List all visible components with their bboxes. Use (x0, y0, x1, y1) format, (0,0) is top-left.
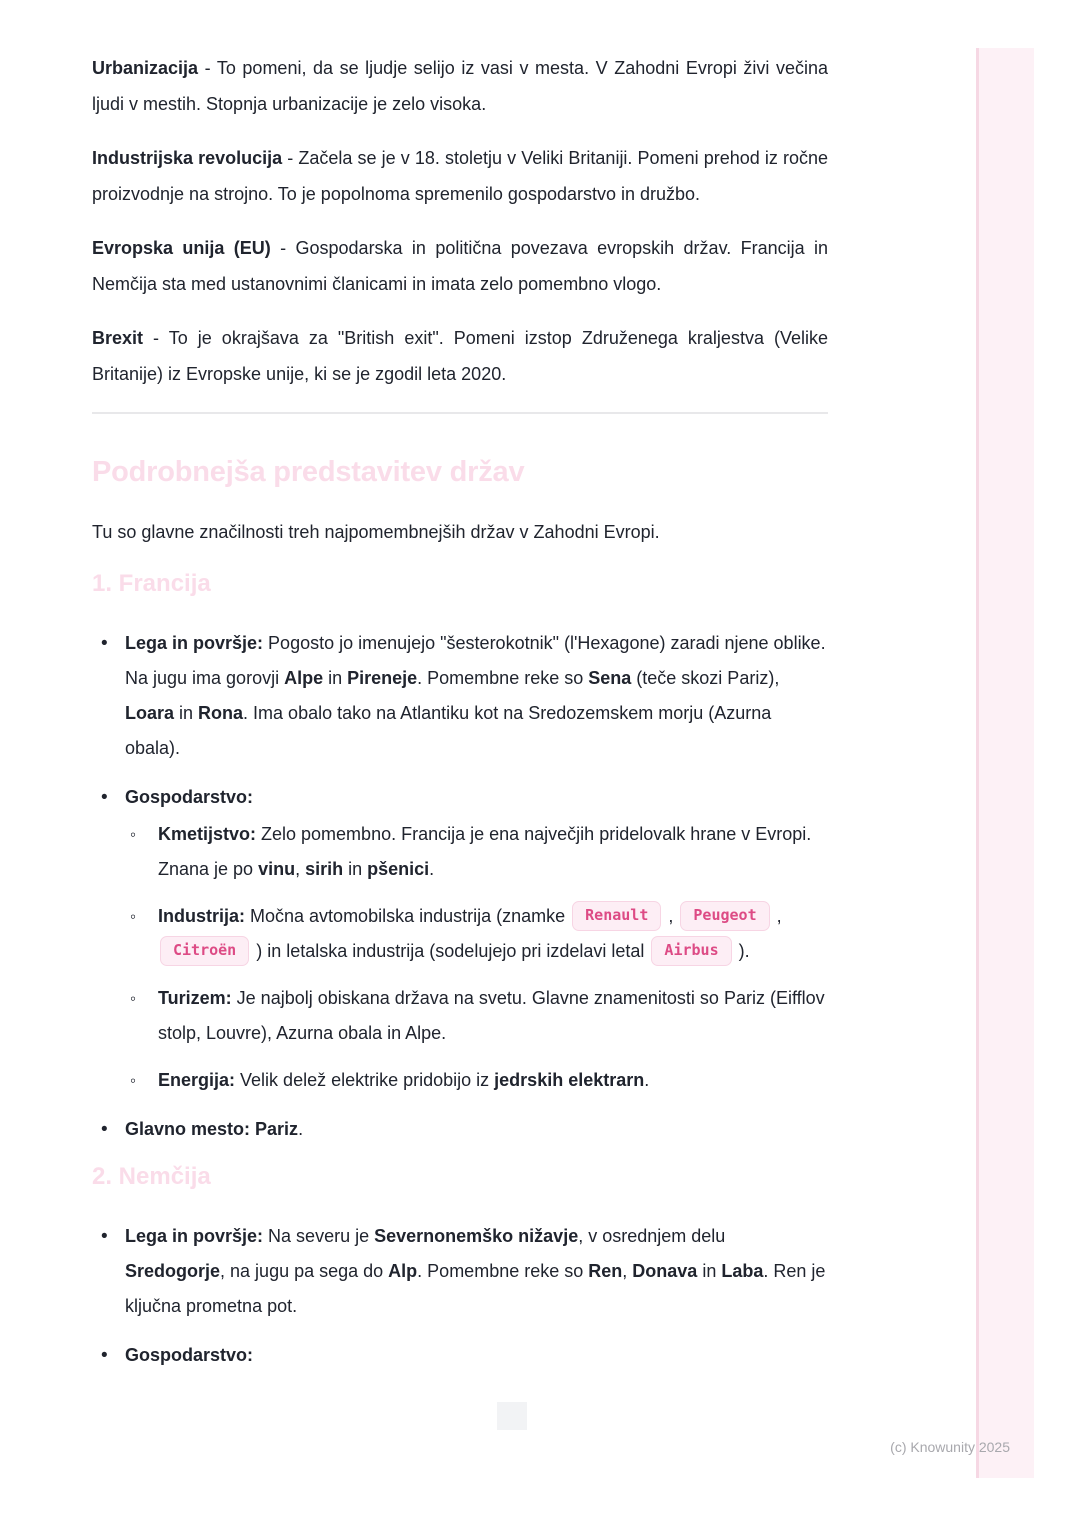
watermark-artifact (497, 1402, 527, 1430)
text-run: Pogosto jo imenujejo "šesterokotnik" (l'Hexagone) zaradi njene oblike. Na jugu ima gorovji (125, 633, 826, 688)
paragraph (92, 514, 828, 550)
bold-text: Sena (588, 668, 632, 688)
bold-text: Industrijska revolucija (92, 148, 283, 168)
sub-list-item (125, 817, 828, 887)
page-edge-strip (976, 48, 1034, 1478)
bold-text: Pireneje (347, 668, 418, 688)
list-item (92, 780, 828, 1098)
list-item (92, 1112, 828, 1147)
list-item (92, 626, 828, 766)
text-run: Zelo pomembno. Francija je ena največjih pridelovalk hrane v Evropi. Znana je po (158, 824, 812, 879)
bold-text: Sredogorje (125, 1261, 221, 1281)
sub-list (125, 817, 828, 1098)
text-run: - To pomeni, da se ljudje selijo iz vasi v mesta. V Zahodni Evropi živi večina ljudi v mestih. Stopnja urbanizacije je zelo visoka. (92, 58, 828, 114)
bold-text: Laba (721, 1261, 764, 1281)
bold-text: pšenici (367, 859, 430, 879)
text-run: , (295, 859, 306, 879)
brand-code-badge: Citroën (160, 936, 249, 966)
bold-text: Lega in površje: (125, 633, 264, 653)
document-content (92, 50, 828, 1387)
text-run: , v osrednjem delu (578, 1226, 726, 1246)
bold-text: Loara (125, 703, 175, 723)
text-run: in (174, 703, 199, 723)
bold-text: Ren (588, 1261, 623, 1281)
bold-text: Turizem: (158, 988, 232, 1008)
brand-code-badge: Renault (572, 901, 661, 931)
text-run: . (644, 1070, 650, 1090)
text-run: , (622, 1261, 633, 1281)
bold-text: Glavno mesto: Pariz (125, 1119, 299, 1139)
section-heading: Podrobnejša predstavitev držav (92, 456, 525, 488)
bold-text: Gospodarstvo: (125, 1345, 254, 1365)
bold-text: Donava (632, 1261, 698, 1281)
paragraph (92, 50, 828, 122)
text-run: - Začela se je v 18. stoletju v Veliki Britaniji. Pomeni prehod iz ročne proizvodnje na strojno. To je popolnoma spremenilo gospodarstvo in družbo. (92, 148, 828, 204)
bold-text: sirih (305, 859, 344, 879)
text-run: Velik delež elektrike pridobijo iz (235, 1070, 495, 1090)
text-run: . Pomembne reke so (417, 1261, 589, 1281)
subsection-heading: 1. Francija (92, 570, 211, 597)
sub-list-item (125, 981, 828, 1051)
bold-text: jedrskih elektrarn (494, 1070, 645, 1090)
brand-code-badge: Peugeot (680, 901, 769, 931)
bold-text: Lega in površje: (125, 1226, 264, 1246)
bullet-list (92, 1219, 828, 1373)
bullet-list (92, 626, 828, 1147)
bold-text: Energija: (158, 1070, 236, 1090)
paragraph (92, 140, 828, 212)
text-run: ). (733, 941, 750, 961)
text-run: . Ima obalo tako na Atlantiku kot na Sredozemskem morju (Azurna obala). (125, 703, 772, 758)
text-run: , (771, 906, 782, 926)
text-run: in (343, 859, 368, 879)
bold-text: Brexit (92, 328, 144, 348)
text-run: Je najbolj obiskana država na svetu. Glavne znamenitosti so Pariz (Eifflov stolp, Louvre), Azurna obala in Alpe. (158, 988, 825, 1043)
bold-text: Alpe (284, 668, 324, 688)
bold-text: Industrija: (158, 906, 246, 926)
sub-list-item (125, 1063, 828, 1098)
text-run: - Gospodarska in politična povezava evropskih držav. Francija in Nemčija sta med ustanovnimi članicami in imata zelo pomembno vlogo. (92, 238, 828, 294)
bold-text: Rona (198, 703, 244, 723)
list-item (92, 1338, 828, 1373)
sub-list-item (125, 899, 828, 969)
bold-text: Alp (388, 1261, 418, 1281)
text-run: Tu so glavne značilnosti treh najpomembnejših držav v Zahodni Evropi. (92, 522, 660, 542)
subsection-heading: 2. Nemčija (92, 1163, 211, 1190)
bold-text: Severnonemško nižavje (374, 1226, 579, 1246)
text-run: Močna avtomobilska industrija (znamke (245, 906, 571, 926)
text-run: in (697, 1261, 722, 1281)
text-run: Na severu je (263, 1226, 375, 1246)
bold-text: Evropska unija (EU) (92, 238, 271, 258)
bold-text: Urbanizacija (92, 58, 199, 78)
paragraph (92, 230, 828, 302)
text-run: . Pomembne reke so (417, 668, 589, 688)
list-item (92, 1219, 828, 1324)
text-run: ) in letalska industrija (sodelujejo pri izdelavi letal (251, 941, 650, 961)
copyright-text: (c) Knowunity 2025 (890, 1439, 1010, 1455)
bold-text: Gospodarstvo: (125, 787, 254, 807)
text-run: (teče skozi Pariz), (631, 668, 780, 688)
text-run: , (663, 906, 679, 926)
text-run: , na jugu pa sega do (220, 1261, 389, 1281)
brand-code-badge: Airbus (651, 936, 731, 966)
paragraph (92, 320, 828, 392)
text-run: - To je okrajšava za "British exit". Pomeni izstop Združenega kraljestva (Velike Britanije) iz Evropske unije, ki se je zgodil leta 2020. (92, 328, 828, 384)
section-divider (92, 412, 828, 414)
bold-text: vinu (258, 859, 296, 879)
text-run: . Ren je ključna prometna pot. (125, 1261, 826, 1316)
bold-text: Kmetijstvo: (158, 824, 257, 844)
text-run: . (429, 859, 435, 879)
text-run: . (298, 1119, 304, 1139)
text-run: in (323, 668, 348, 688)
